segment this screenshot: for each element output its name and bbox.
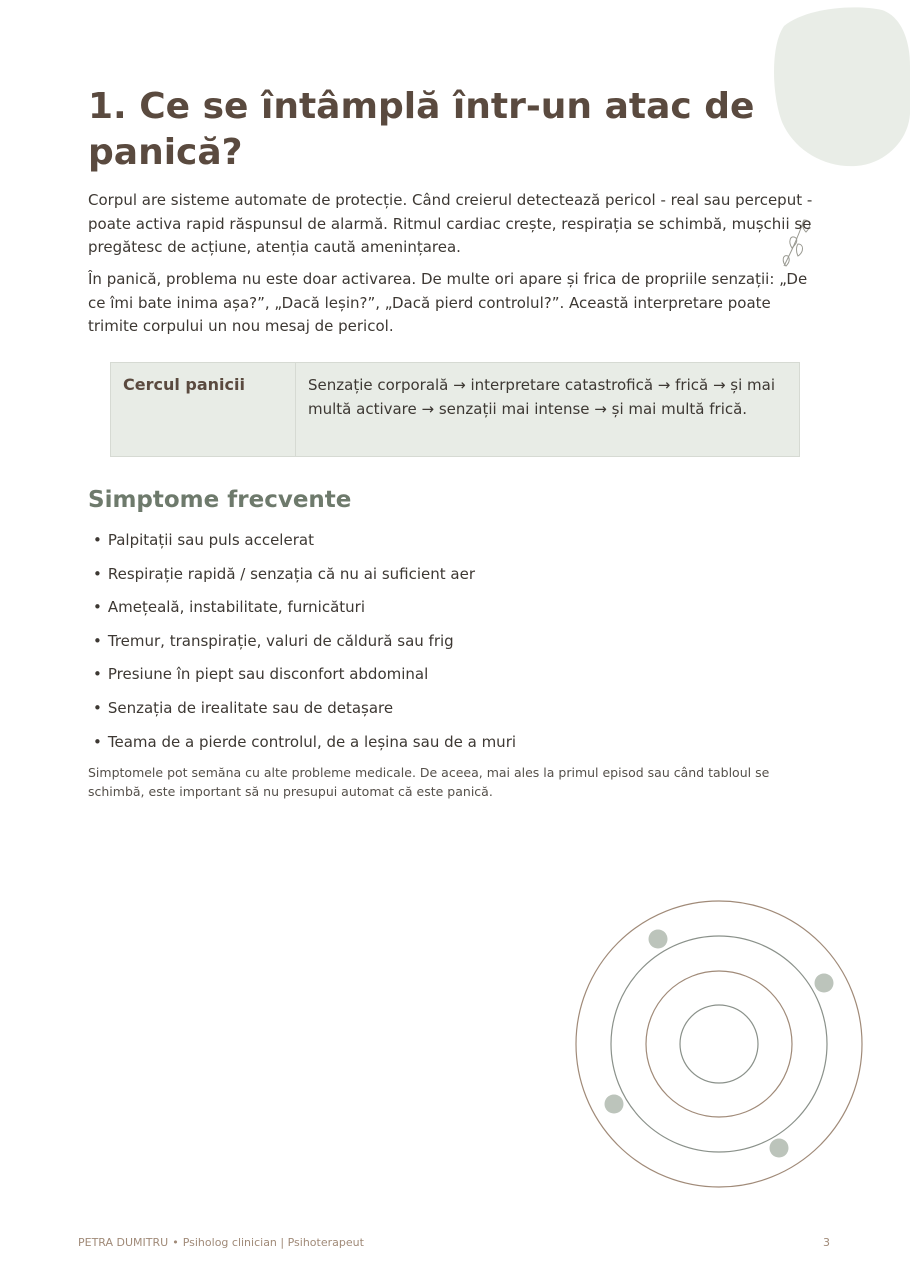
intro-paragraph: Corpul are sisteme automate de protecție. Când creierul detectează pericol - real sau perceput - poate activa rapid răspunsul de alarmă. Ritmul cardiac crește, respirația se schimbă, mușchii se pregătesc de acțiune, atenția caută amenințarea. [88,191,813,256]
callout-text: Senzație corporală → interpretare catastrofică → frică → și mai multă activare → senzații mai intense → și mai multă frică. [308,376,776,418]
footer-author: PETRA DUMITRU [78,1236,169,1249]
footer-separator: • [172,1236,179,1249]
list-item: • Senzația de irealitate sau de detașare [93,696,516,730]
list-item: • Tremur, transpirație, valuri de căldură sau frig [93,629,516,663]
page-number: 3 [823,1236,830,1249]
symptoms-heading: Simptome frecvente [88,487,352,513]
list-item: • Presiune în piept sau disconfort abdominal [93,662,516,696]
callout-label: Cercul panicii [111,363,296,456]
list-item: • Respirație rapidă / senzația că nu ai suficient aer [93,562,516,596]
concentric-circles-icon [560,890,880,1210]
panic-cycle-callout [110,362,800,457]
footer-credit [78,1236,364,1249]
list-item: • Palpitații sau puls accelerat [93,528,516,562]
page-title: 1. Ce se întâmplă într-un atac de panică? [88,86,755,173]
symptoms-list [93,528,516,763]
list-item: • Teama de a pierde controlul, de a leșina sau de a muri [93,730,516,764]
panic-interpretation-paragraph: În panică, problema nu este doar activarea. De multe ori apare și frica de propriile senzații: „De ce îmi bate inima așa?”, „Dacă leșin?”, „Dacă pierd controlul?”. Această interpretare poate trimite corpului un nou mesaj de pericol. [88,270,808,335]
footer-role: Psiholog clinician | Psihoterapeut [182,1236,364,1249]
list-item: • Amețeală, instabilitate, furnicături [93,595,516,629]
medical-note: Simptomele pot semăna cu alte probleme medicale. De aceea, mai ales la primul episod sau când tabloul se schimbă, este important să nu presupui automat că este panică. [88,765,770,799]
